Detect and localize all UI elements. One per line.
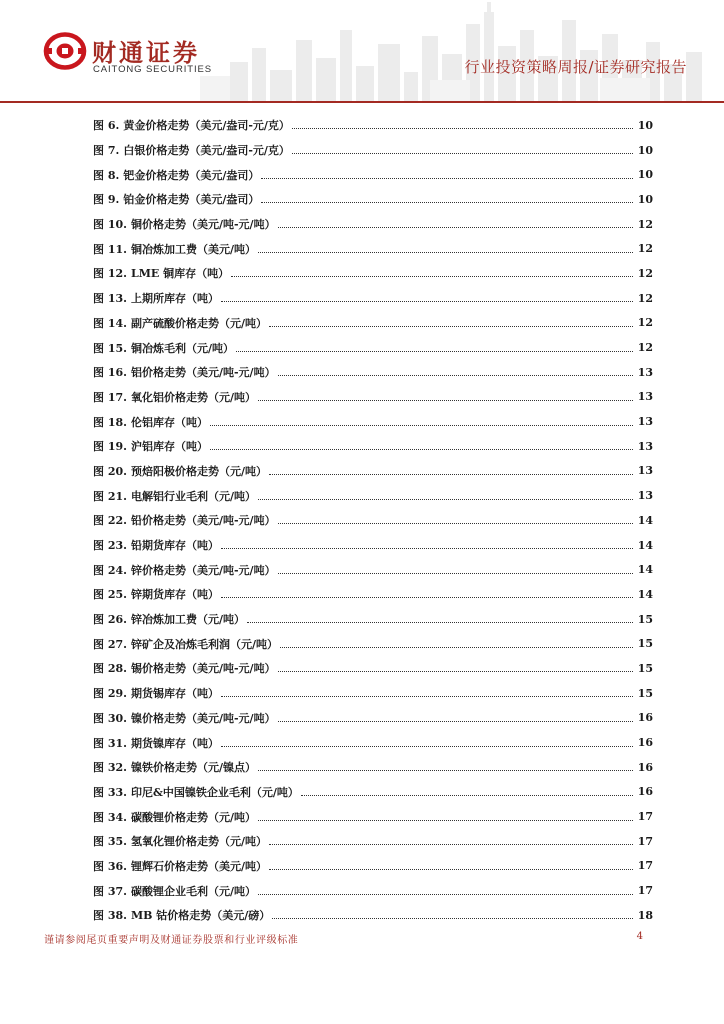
toc-entry-label [93,364,278,380]
toc-entry-page: 17 [637,810,653,824]
toc-dot-leader [278,522,633,524]
toc-entry-number: 图 27. [93,637,127,651]
toc-entry[interactable] [93,681,653,706]
toc-entry-number: 图 11. [93,242,127,256]
toc-dot-leader [221,547,633,549]
toc-dot-leader [236,350,633,352]
toc-entry-page: 12 [637,217,653,231]
figure-index-list [93,113,653,928]
toc-entry-page: 12 [637,291,653,305]
report-type-title: 行业投资策略周报/证券研究报告 [464,58,687,76]
toc-entry[interactable] [93,804,653,829]
toc-entry-page: 10 [637,143,653,157]
toc-entry[interactable] [93,459,653,484]
toc-entry-number: 图 20. [93,464,127,478]
toc-entry[interactable] [93,607,653,632]
page-header [0,0,724,104]
toc-entry-title: 预焙阳极价格走势（元/吨） [130,464,267,478]
toc-entry[interactable] [93,829,653,854]
toc-dot-leader [269,473,633,475]
toc-entry-page: 15 [637,686,653,700]
toc-entry-title: 碳酸锂价格走势（元/吨） [130,810,256,824]
toc-entry-number: 图 35. [93,835,127,849]
toc-entry-title: 锌价格走势（美元/吨-元/吨） [130,563,276,577]
toc-entry[interactable] [93,755,653,780]
toc-dot-leader [292,152,633,154]
toc-entry-title: 铅期货库存（吨） [130,539,219,553]
toc-dot-leader [301,794,633,796]
toc-entry-number: 图 22. [93,514,127,528]
toc-entry[interactable] [93,508,653,533]
toc-entry-label [93,191,261,207]
brand-name-cn: 财通证券 [92,39,200,67]
toc-dot-leader [269,868,633,870]
toc-entry-label [93,142,292,158]
toc-entry-label [93,636,280,652]
toc-entry-title: 铝价格走势（美元/吨-元/吨） [130,366,276,380]
toc-dot-leader [221,300,633,302]
toc-entry-label [93,340,236,356]
toc-dot-leader [258,399,633,401]
toc-entry-label [93,463,269,479]
toc-entry-page: 16 [637,785,653,799]
toc-entry-page: 12 [637,316,653,330]
toc-entry-label [93,414,210,430]
toc-entry-page: 12 [637,341,653,355]
toc-dot-leader [221,745,633,747]
toc-entry[interactable] [93,631,653,656]
toc-entry-page: 17 [637,859,653,873]
toc-entry[interactable] [93,360,653,385]
toc-entry-label [93,512,278,528]
toc-entry-number: 图 21. [93,489,127,503]
toc-entry-label [93,265,231,281]
toc-entry-number: 图 12. [93,267,127,281]
toc-entry-page: 17 [637,884,653,898]
toc-entry[interactable] [93,903,653,928]
toc-entry-number: 图 38. [93,909,127,923]
toc-dot-leader [210,448,633,450]
toc-entry-page: 14 [637,563,653,577]
toc-dot-leader [231,275,633,277]
toc-entry-title: 白银价格走势（美元/盎司-元/克） [123,144,290,158]
toc-entry-number: 图 6. [93,119,120,133]
toc-entry-number: 图 19. [93,440,127,454]
toc-entry-number: 图 26. [93,613,127,627]
toc-entry-label [93,488,258,504]
toc-entry-title: 期货镍库存（吨） [130,736,219,750]
toc-dot-leader [278,670,633,672]
toc-entry-label [93,833,269,849]
toc-entry[interactable] [93,409,653,434]
toc-dot-leader [221,596,633,598]
toc-entry-number: 图 18. [93,415,127,429]
toc-entry-title: 钯金价格走势（美元/盎司） [123,168,260,182]
toc-entry-title: 副产硫酸价格走势（元/吨） [130,316,267,330]
toc-entry-number: 图 37. [93,884,127,898]
toc-entry-page: 15 [637,637,653,651]
toc-dot-leader [280,646,633,648]
toc-entry[interactable] [93,557,653,582]
toc-entry-title: 电解铝行业毛利（元/吨） [130,489,256,503]
toc-entry-title: 铜冶炼毛利（元/吨） [130,341,234,355]
toc-entry-number: 图 30. [93,711,127,725]
toc-entry-number: 图 9. [93,193,120,207]
toc-dot-leader [258,251,633,253]
toc-entry-number: 图 7. [93,144,120,158]
toc-dot-leader [278,374,633,376]
toc-entry[interactable] [93,212,653,237]
toc-entry[interactable] [93,138,653,163]
toc-dot-leader [269,325,633,327]
toc-entry-page: 14 [637,587,653,601]
toc-entry-title: 锌期货库存（吨） [130,588,219,602]
toc-entry-number: 图 25. [93,588,127,602]
toc-entry-number: 图 32. [93,761,127,775]
toc-dot-leader [269,843,633,845]
toc-entry-page: 12 [637,242,653,256]
toc-entry-label [93,759,258,775]
toc-entry-page: 15 [637,661,653,675]
toc-entry[interactable] [93,261,653,286]
toc-entry[interactable] [93,236,653,261]
toc-entry[interactable] [93,730,653,755]
toc-entry-title: 锌矿企及冶炼毛利润（元/吨） [130,637,278,651]
toc-entry-page: 13 [637,439,653,453]
brand-name-en: CAITONG SECURITIES [93,64,212,75]
toc-dot-leader [258,819,633,821]
toc-entry-page: 12 [637,266,653,280]
toc-entry-label [93,858,269,874]
toc-entry-label [93,660,278,676]
toc-entry-title: 铜价格走势（美元/吨-元/吨） [130,218,276,232]
toc-entry[interactable] [93,780,653,805]
toc-entry-number: 图 17. [93,390,127,404]
toc-entry-label [93,537,221,553]
toc-entry-number: 图 8. [93,168,120,182]
toc-entry-label [93,710,278,726]
toc-dot-leader [292,127,633,129]
toc-entry[interactable] [93,162,653,187]
toc-entry-title: 锡价格走势（美元/吨-元/吨） [130,662,276,676]
toc-entry-page: 14 [637,538,653,552]
toc-entry[interactable] [93,483,653,508]
toc-entry-page: 10 [637,192,653,206]
toc-dot-leader [258,893,633,895]
toc-entry-title: 锂辉石价格走势（美元/吨） [130,859,267,873]
toc-entry-label [93,315,269,331]
toc-entry-title: 上期所库存（吨） [130,292,219,306]
toc-entry-number: 图 34. [93,810,127,824]
toc-entry-label [93,117,292,133]
toc-entry-number: 图 16. [93,366,127,380]
toc-entry-label [93,562,278,578]
toc-entry-number: 图 31. [93,736,127,750]
toc-entry-title: 黄金价格走势（美元/盎司-元/克） [123,119,290,133]
toc-entry[interactable] [93,385,653,410]
toc-entry-title: 氧化铝价格走势（元/吨） [130,390,256,404]
toc-entry-label [93,611,247,627]
toc-entry-title: 铜冶炼加工费（美元/吨） [130,242,256,256]
toc-entry-label [93,586,221,602]
toc-entry-page: 13 [637,415,653,429]
toc-entry-label [93,241,258,257]
toc-entry-label [93,883,258,899]
toc-entry[interactable] [93,533,653,558]
toc-entry-number: 图 29. [93,687,127,701]
toc-entry-page: 15 [637,612,653,626]
toc-entry-number: 图 24. [93,563,127,577]
toc-entry-title: 碳酸锂企业毛利（元/吨） [130,884,256,898]
toc-entry-label [93,167,261,183]
toc-entry[interactable] [93,706,653,731]
toc-entry-page: 17 [637,834,653,848]
toc-entry-number: 图 33. [93,785,127,799]
toc-entry-title: 镍价格走势（美元/吨-元/吨） [130,711,276,725]
toc-entry-label [93,685,221,701]
header-rule [0,101,724,103]
toc-dot-leader [247,621,633,623]
toc-entry-number: 图 36. [93,859,127,873]
toc-dot-leader [261,201,633,203]
toc-entry-label [93,907,272,923]
toc-entry-number: 图 23. [93,539,127,553]
page-number: 4 [636,931,643,942]
toc-entry[interactable] [93,582,653,607]
toc-dot-leader [221,695,633,697]
toc-entry-title: 铂金价格走势（美元/盎司） [123,193,260,207]
caitong-logo-icon [40,30,90,72]
toc-entry-page: 16 [637,736,653,750]
toc-entry-label [93,216,278,232]
toc-entry-page: 10 [637,168,653,182]
toc-entry-label [93,438,210,454]
toc-entry-label [93,809,258,825]
toc-entry-page: 14 [637,513,653,527]
toc-entry-number: 图 15. [93,341,127,355]
toc-dot-leader [258,498,633,500]
toc-entry-label [93,784,301,800]
toc-dot-leader [278,226,633,228]
toc-entry-page: 16 [637,711,653,725]
toc-entry-number: 图 28. [93,662,127,676]
toc-entry-page: 10 [637,118,653,132]
toc-dot-leader [210,424,633,426]
toc-entry[interactable] [93,434,653,459]
toc-entry-number: 图 10. [93,218,127,232]
toc-entry-page: 13 [637,464,653,478]
toc-entry-page: 16 [637,760,653,774]
toc-entry-title: 伦铝库存（吨） [130,415,208,429]
toc-entry-label [93,290,221,306]
toc-entry-title: 氢氧化锂价格走势（元/吨） [130,835,267,849]
toc-entry-label [93,389,258,405]
toc-entry[interactable] [93,335,653,360]
toc-entry-title: 镍铁价格走势（元/镍点） [130,761,256,775]
toc-entry-title: 沪铝库存（吨） [130,440,208,454]
toc-dot-leader [261,177,633,179]
toc-entry-page: 13 [637,365,653,379]
toc-entry-title: 期货锡库存（吨） [130,687,219,701]
toc-entry[interactable] [93,656,653,681]
toc-dot-leader [278,572,633,574]
toc-entry-title: 锌冶炼加工费（元/吨） [130,613,245,627]
toc-entry-number: 图 14. [93,316,127,330]
toc-dot-leader [278,720,633,722]
disclaimer-note: 谨请参阅尾页重要声明及财通证券股票和行业评级标准 [44,935,299,946]
toc-entry-page: 18 [637,908,653,922]
toc-dot-leader [258,769,633,771]
toc-entry[interactable] [93,187,653,212]
toc-entry-title: 铅价格走势（美元/吨-元/吨） [130,514,276,528]
toc-entry-number: 图 13. [93,292,127,306]
toc-entry-title: MB 钴价格走势（美元/磅） [130,909,271,923]
toc-entry[interactable] [93,311,653,336]
toc-entry[interactable] [93,878,653,903]
toc-entry[interactable] [93,854,653,879]
toc-dot-leader [272,917,633,919]
toc-entry-label [93,735,221,751]
toc-entry[interactable] [93,113,653,138]
toc-entry-page: 13 [637,390,653,404]
toc-entry-title: 印尼&中国镍铁企业毛利（元/吨） [130,785,299,799]
toc-entry-page: 13 [637,489,653,503]
toc-entry[interactable] [93,286,653,311]
toc-entry-title: LME 铜库存（吨） [130,267,230,281]
